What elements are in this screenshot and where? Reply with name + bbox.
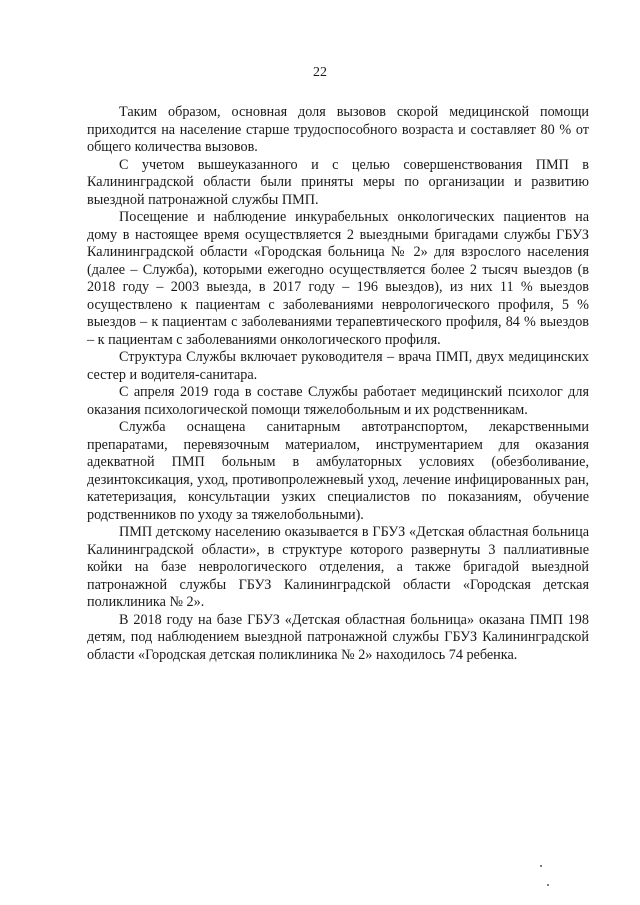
paragraph-psychologist: С апреля 2019 года в составе Службы работает медицинский психолог для оказания психологической помощи тяжелобольным и их родственникам. [87,384,589,418]
paragraph-home-visits: Посещение и наблюдение инкурабельных онкологических пациентов на дому в настоящее время осуществляется 2 выездными бригадами службы ГБУЗ Калининградской области «Городская больница № 2» для взрослого населения (далее – Служба), которыми ежегодно осуществляется более 2 тысяч выездов (в 2018 году – 2003 выезда, в 2017 году – 196 выездов), из них 11 % выездов осуществлено к пациентам с заболеваниями неврологического профиля, 5 % выездов – к пациентам с заболеваниями терапевтического профиля, 84 % выездов – к пациентам с заболеваниями онкологического профиля. [87,209,589,348]
paragraph-measures-taken: С учетом вышеуказанного и с целью совершенствования ПМП в Калининградской области были приняты меры по организации и развитию выездной патронажной службы ПМП. [87,156,589,208]
paragraph-service-structure: Структура Службы включает руководителя – врача ПМП, двух медицинских сестер и водителя-санитара. [87,349,589,383]
paragraph-share-of-calls: Таким образом, основная доля вызовов скорой медицинской помощи приходится на население старше трудоспособного возраста и составляет 80 % от общего количества вызовов. [87,104,589,155]
paragraph-2018-children: В 2018 году на базе ГБУЗ «Детская областная больница» оказана ПМП 198 детям, под наблюдением выездной патронажной службы ГБУЗ Калининградской области «Городская детская поликлиника № 2» находилось 74 ребенка. [87,611,589,663]
paragraph-pediatric-care: ПМП детскому населению оказывается в ГБУЗ «Детская областная больница Калининградской области», в структуре которого развернуты 3 паллиативные койки на базе неврологического отделения, а также бригадой выездной патронажной службы ГБУЗ Калининградской области «Городская детская поликлиника № 2». [87,524,589,610]
scan-speck [547,884,549,886]
page-number: 22 [313,65,327,80]
paragraph-equipment: Служба оснащена санитарным автотранспортом, лекарственными препаратами, перевязочным материалом, инструментарием для оказания адекватной ПМП больным в амбулаторных условиях (обезболивание, дезинтоксикация, уход, противопролежневый уход, лечение инфицированных ран, катетеризация, консультации узких специалистов по показаниям, обучение родственников по уходу за тяжелобольными). [87,419,589,523]
document-body [87,104,589,664]
scan-speck [540,865,542,867]
